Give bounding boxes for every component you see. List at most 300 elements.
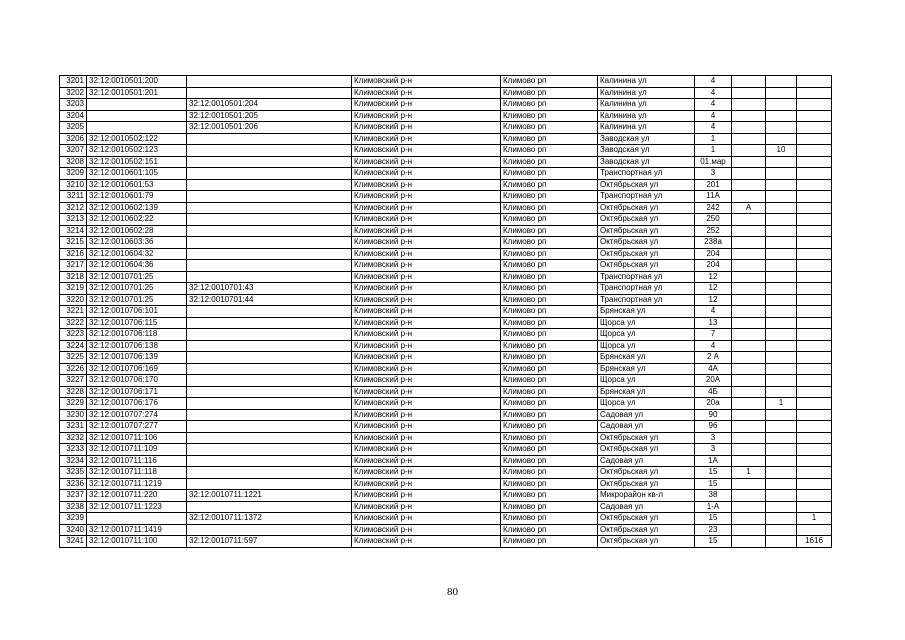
table-cell — [797, 363, 832, 375]
table-cell: Климовский р-н — [352, 455, 501, 467]
table-cell: 32:12:0010502:123 — [87, 145, 187, 157]
table-cell — [797, 340, 832, 352]
table-cell: 3216 — [60, 248, 87, 260]
table-cell: 32:12:0010706:176 — [87, 398, 187, 410]
table-cell — [732, 524, 766, 536]
table-cell: 32:12:0010711:1419 — [87, 524, 187, 536]
table-cell: Брянская ул — [598, 363, 695, 375]
table-cell — [187, 225, 352, 237]
table-cell: 32:12:0010602:139 — [87, 202, 187, 214]
table-cell — [766, 536, 797, 548]
table-cell — [766, 317, 797, 329]
table-cell: Климовский р-н — [352, 237, 501, 249]
table-cell — [797, 432, 832, 444]
table-cell: 32:12:0010502:151 — [87, 156, 187, 168]
table-cell: Микрорайон кв-л — [598, 490, 695, 502]
table-cell: 32:12:0010707:274 — [87, 409, 187, 421]
table-cell: Климово рп — [501, 248, 598, 260]
table-cell: Климовский р-н — [352, 283, 501, 295]
table-cell: 3230 — [60, 409, 87, 421]
table-cell: Октябрьская ул — [598, 260, 695, 272]
table-cell: Климовский р-н — [352, 225, 501, 237]
table-cell — [87, 122, 187, 134]
table-cell: 32:12:0010501:201 — [87, 87, 187, 99]
table-cell: Климово рп — [501, 122, 598, 134]
table-cell: 4 — [695, 340, 732, 352]
table-cell — [797, 317, 832, 329]
table-cell: Брянская ул — [598, 386, 695, 398]
table-cell — [797, 133, 832, 145]
table-cell — [797, 179, 832, 191]
table-cell: Транспортная ул — [598, 191, 695, 203]
table-cell: Октябрьская ул — [598, 432, 695, 444]
table-cell: 20А — [695, 375, 732, 387]
table-cell — [766, 179, 797, 191]
table-cell — [766, 283, 797, 295]
table-cell — [797, 306, 832, 318]
table-cell: 1 — [695, 133, 732, 145]
table-cell: Щорса ул — [598, 317, 695, 329]
table-cell: 3204 — [60, 110, 87, 122]
table-cell — [766, 214, 797, 226]
table-cell: Транспортная ул — [598, 168, 695, 180]
table-cell — [797, 248, 832, 260]
table-cell: Садовая ул — [598, 421, 695, 433]
table-cell — [732, 271, 766, 283]
table-cell: Калинина ул — [598, 87, 695, 99]
table-cell — [797, 260, 832, 272]
table-row — [60, 455, 832, 467]
table-row — [60, 99, 832, 111]
table-cell: 3207 — [60, 145, 87, 157]
table-row — [60, 306, 832, 318]
table-cell: 3203 — [60, 99, 87, 111]
table-cell — [797, 283, 832, 295]
table-cell — [766, 76, 797, 88]
table-cell: Климово рп — [501, 260, 598, 272]
table-cell: 3236 — [60, 478, 87, 490]
table-cell: 32:12:0010711:597 — [187, 536, 352, 548]
table-cell: Климово рп — [501, 513, 598, 525]
table-cell — [187, 329, 352, 341]
table-cell — [797, 421, 832, 433]
table-cell — [766, 386, 797, 398]
table-cell — [766, 409, 797, 421]
table-cell — [187, 317, 352, 329]
table-cell — [797, 99, 832, 111]
table-cell — [732, 352, 766, 364]
table-cell — [797, 191, 832, 203]
table-cell — [187, 271, 352, 283]
table-cell: Климовский р-н — [352, 352, 501, 364]
table-cell: Транспортная ул — [598, 283, 695, 295]
table-cell — [732, 444, 766, 456]
table-cell: Климовский р-н — [352, 513, 501, 525]
table-cell — [732, 513, 766, 525]
table-cell: Климово рп — [501, 375, 598, 387]
table-cell — [797, 455, 832, 467]
table-row — [60, 363, 832, 375]
table-cell: Климово рп — [501, 110, 598, 122]
table-cell: 2 А — [695, 352, 732, 364]
table-cell: Октябрьская ул — [598, 214, 695, 226]
table-cell: Климово рп — [501, 398, 598, 410]
table-cell: 3217 — [60, 260, 87, 272]
table-cell: 4 — [695, 122, 732, 134]
table-cell: 3212 — [60, 202, 87, 214]
table-cell: Климовский р-н — [352, 536, 501, 548]
table-row — [60, 421, 832, 433]
table-cell — [187, 398, 352, 410]
table-cell — [87, 99, 187, 111]
table-cell — [797, 225, 832, 237]
table-cell: 32:12:0010602:28 — [87, 225, 187, 237]
table-cell: 90 — [695, 409, 732, 421]
table-cell — [766, 455, 797, 467]
table-cell: 32:12:0010603:36 — [87, 237, 187, 249]
table-cell: Климово рп — [501, 421, 598, 433]
table-cell: Климово рп — [501, 214, 598, 226]
table-cell: 4А — [695, 363, 732, 375]
table-cell: Климово рп — [501, 202, 598, 214]
table-cell: 15 — [695, 467, 732, 479]
table-cell: Заводская ул — [598, 145, 695, 157]
table-cell — [732, 478, 766, 490]
table-cell — [187, 145, 352, 157]
table-cell: Заводская ул — [598, 133, 695, 145]
table-cell: 3232 — [60, 432, 87, 444]
table-cell: Климово рп — [501, 340, 598, 352]
table-cell — [766, 225, 797, 237]
table-cell: Климовский р-н — [352, 317, 501, 329]
table-cell: Климовский р-н — [352, 340, 501, 352]
table-cell — [732, 432, 766, 444]
registry-table — [59, 75, 832, 548]
table-cell — [187, 306, 352, 318]
table-cell — [187, 467, 352, 479]
table-cell: 3237 — [60, 490, 87, 502]
table-row — [60, 444, 832, 456]
table-cell: 32:12:0010711:1219 — [87, 478, 187, 490]
table-cell — [732, 168, 766, 180]
table-cell — [732, 260, 766, 272]
table-row — [60, 283, 832, 295]
table-cell: 32:12:0010501:206 — [187, 122, 352, 134]
table-cell: 3228 — [60, 386, 87, 398]
table-row — [60, 340, 832, 352]
table-cell: 11А — [695, 191, 732, 203]
table-cell: 32:12:0010604:36 — [87, 260, 187, 272]
table-cell — [187, 478, 352, 490]
table-row — [60, 386, 832, 398]
table-row — [60, 294, 832, 306]
table-cell: 1 — [797, 513, 832, 525]
table-cell — [797, 478, 832, 490]
table-cell: Климовский р-н — [352, 421, 501, 433]
table-cell — [732, 501, 766, 513]
table-cell — [732, 214, 766, 226]
table-cell: 3213 — [60, 214, 87, 226]
table-cell — [732, 156, 766, 168]
table-cell: Октябрьская ул — [598, 524, 695, 536]
table-cell: Октябрьская ул — [598, 478, 695, 490]
table-row — [60, 179, 832, 191]
table-cell: Климово рп — [501, 363, 598, 375]
table-cell — [187, 340, 352, 352]
table-cell — [766, 248, 797, 260]
table-cell — [797, 168, 832, 180]
table-cell — [797, 110, 832, 122]
table-cell: Климово рп — [501, 386, 598, 398]
table-cell: Садовая ул — [598, 409, 695, 421]
table-row — [60, 87, 832, 99]
table-cell: Климово рп — [501, 409, 598, 421]
table-cell — [766, 467, 797, 479]
table-cell: Климово рп — [501, 317, 598, 329]
table-cell: 23 — [695, 524, 732, 536]
table-cell: 32:12:0010711:1223 — [87, 501, 187, 513]
table-cell: 3227 — [60, 375, 87, 387]
table-cell: 1616 — [797, 536, 832, 548]
table-cell — [732, 76, 766, 88]
table-cell — [766, 432, 797, 444]
table-cell: Климово рп — [501, 87, 598, 99]
table-cell: 7 — [695, 329, 732, 341]
table-cell: 3233 — [60, 444, 87, 456]
table-cell — [766, 329, 797, 341]
table-cell: Щорса ул — [598, 375, 695, 387]
table-cell: Климовский р-н — [352, 122, 501, 134]
table-cell: 4 — [695, 306, 732, 318]
table-cell: 32:12:0010706:138 — [87, 340, 187, 352]
table-cell: 12 — [695, 294, 732, 306]
table-cell — [187, 375, 352, 387]
table-cell: 32:12:0010706:169 — [87, 363, 187, 375]
table-row — [60, 409, 832, 421]
table-cell: Климово рп — [501, 283, 598, 295]
table-cell: Климово рп — [501, 524, 598, 536]
table-cell: 32:12:0010711:220 — [87, 490, 187, 502]
table-cell: Октябрьская ул — [598, 536, 695, 548]
table-cell: 32:12:0010501:200 — [87, 76, 187, 88]
table-cell: 3240 — [60, 524, 87, 536]
table-cell: Брянская ул — [598, 306, 695, 318]
table-cell: 01.мар — [695, 156, 732, 168]
table-cell: 3231 — [60, 421, 87, 433]
table-cell — [187, 87, 352, 99]
table-cell: Климово рп — [501, 237, 598, 249]
table-cell: 3226 — [60, 363, 87, 375]
table-cell: Климово рп — [501, 271, 598, 283]
table-cell: Октябрьская ул — [598, 513, 695, 525]
table-cell — [766, 513, 797, 525]
table-cell: 252 — [695, 225, 732, 237]
table-cell — [187, 76, 352, 88]
table-cell — [732, 536, 766, 548]
table-cell — [797, 386, 832, 398]
table-cell: 15 — [695, 536, 732, 548]
table-cell: Климовский р-н — [352, 145, 501, 157]
table-cell — [732, 145, 766, 157]
table-cell: 32:12:0010706:118 — [87, 329, 187, 341]
table-cell: Климово рп — [501, 478, 598, 490]
table-cell: Климовский р-н — [352, 409, 501, 421]
table-cell: 3225 — [60, 352, 87, 364]
table-cell — [766, 191, 797, 203]
table-cell — [87, 513, 187, 525]
table-cell: Климово рп — [501, 490, 598, 502]
table-cell — [766, 260, 797, 272]
table-cell: 32:12:0010711:118 — [87, 467, 187, 479]
table-cell: Климовский р-н — [352, 386, 501, 398]
table-cell: Климово рп — [501, 225, 598, 237]
table-cell: Климово рп — [501, 501, 598, 513]
table-cell — [766, 352, 797, 364]
table-cell: 3 — [695, 444, 732, 456]
table-cell: Климовский р-н — [352, 490, 501, 502]
table-cell: 1 — [732, 467, 766, 479]
table-row — [60, 122, 832, 134]
table-cell — [187, 501, 352, 513]
table-cell: 3209 — [60, 168, 87, 180]
table-cell: Климово рп — [501, 145, 598, 157]
table-cell — [797, 375, 832, 387]
table-cell: 32:12:0010711:1221 — [187, 490, 352, 502]
table-cell — [797, 352, 832, 364]
table-cell — [797, 202, 832, 214]
table-cell — [732, 317, 766, 329]
table-cell: 32:12:0010711:116 — [87, 455, 187, 467]
table-cell — [797, 444, 832, 456]
table-cell: 12 — [695, 271, 732, 283]
table-cell: Климово рп — [501, 306, 598, 318]
table-cell — [766, 501, 797, 513]
table-cell — [766, 133, 797, 145]
table-cell — [797, 122, 832, 134]
table-cell: Калинина ул — [598, 76, 695, 88]
table-cell: Климово рп — [501, 352, 598, 364]
table-cell — [187, 248, 352, 260]
table-cell: Октябрьская ул — [598, 237, 695, 249]
table-cell — [766, 478, 797, 490]
table-cell — [766, 237, 797, 249]
table-row — [60, 536, 832, 548]
table-cell: 4 — [695, 110, 732, 122]
table-cell: Калинина ул — [598, 110, 695, 122]
table-cell — [732, 455, 766, 467]
table-cell — [797, 145, 832, 157]
table-row — [60, 191, 832, 203]
table-cell: Климово рп — [501, 444, 598, 456]
table-row — [60, 237, 832, 249]
registry-table-body — [60, 76, 832, 548]
table-row — [60, 248, 832, 260]
table-cell — [187, 237, 352, 249]
table-cell: 10 — [766, 145, 797, 157]
table-cell: Климово рп — [501, 294, 598, 306]
table-cell: 15 — [695, 513, 732, 525]
table-cell: 3239 — [60, 513, 87, 525]
table-cell: Брянская ул — [598, 352, 695, 364]
table-cell: 32:12:0010601:79 — [87, 191, 187, 203]
table-row — [60, 76, 832, 88]
table-cell: 4Б — [695, 386, 732, 398]
table-cell: 3 — [695, 168, 732, 180]
table-cell: 32:12:0010602:22 — [87, 214, 187, 226]
table-cell: Заводская ул — [598, 156, 695, 168]
table-cell: 32:12:0010701:25 — [87, 271, 187, 283]
table-cell — [187, 421, 352, 433]
table-cell: Климовский р-н — [352, 99, 501, 111]
table-cell: Климово рп — [501, 156, 598, 168]
table-cell — [766, 363, 797, 375]
table-cell: Климовский р-н — [352, 467, 501, 479]
table-cell: Климовский р-н — [352, 191, 501, 203]
table-cell: 3211 — [60, 191, 87, 203]
table-cell — [766, 490, 797, 502]
table-row — [60, 271, 832, 283]
table-row — [60, 524, 832, 536]
table-cell: Климово рп — [501, 455, 598, 467]
table-cell — [732, 409, 766, 421]
table-cell: 32:12:0010706:171 — [87, 386, 187, 398]
table-cell: Климовский р-н — [352, 214, 501, 226]
table-cell — [797, 409, 832, 421]
table-cell — [766, 444, 797, 456]
table-cell: 32:12:0010706:115 — [87, 317, 187, 329]
table-cell — [766, 306, 797, 318]
table-cell: 238а — [695, 237, 732, 249]
table-cell: Калинина ул — [598, 99, 695, 111]
table-row — [60, 329, 832, 341]
table-cell: Климово рп — [501, 536, 598, 548]
table-cell: Садовая ул — [598, 455, 695, 467]
table-cell — [187, 363, 352, 375]
table-cell: Климовский р-н — [352, 168, 501, 180]
table-cell: Октябрьская ул — [598, 467, 695, 479]
table-cell — [732, 363, 766, 375]
table-cell: Октябрьская ул — [598, 225, 695, 237]
table-row — [60, 260, 832, 272]
table-cell: Климово рп — [501, 76, 598, 88]
table-cell — [732, 283, 766, 295]
table-cell: Климово рп — [501, 179, 598, 191]
table-cell: 3224 — [60, 340, 87, 352]
table-cell — [766, 122, 797, 134]
table-cell: 3235 — [60, 467, 87, 479]
table-cell — [187, 444, 352, 456]
table-cell: Климово рп — [501, 191, 598, 203]
table-cell — [797, 467, 832, 479]
table-cell: Климово рп — [501, 467, 598, 479]
table-cell — [732, 122, 766, 134]
table-cell: 3202 — [60, 87, 87, 99]
table-cell — [187, 191, 352, 203]
table-cell: 96 — [695, 421, 732, 433]
table-row — [60, 398, 832, 410]
table-cell — [187, 133, 352, 145]
table-cell: Климовский р-н — [352, 329, 501, 341]
table-cell — [732, 179, 766, 191]
table-cell: 3215 — [60, 237, 87, 249]
table-cell: Климовский р-н — [352, 375, 501, 387]
table-cell: 3208 — [60, 156, 87, 168]
table-cell: Климово рп — [501, 329, 598, 341]
table-cell — [732, 398, 766, 410]
table-cell: 3 — [695, 432, 732, 444]
table-cell: 3238 — [60, 501, 87, 513]
table-cell — [187, 524, 352, 536]
